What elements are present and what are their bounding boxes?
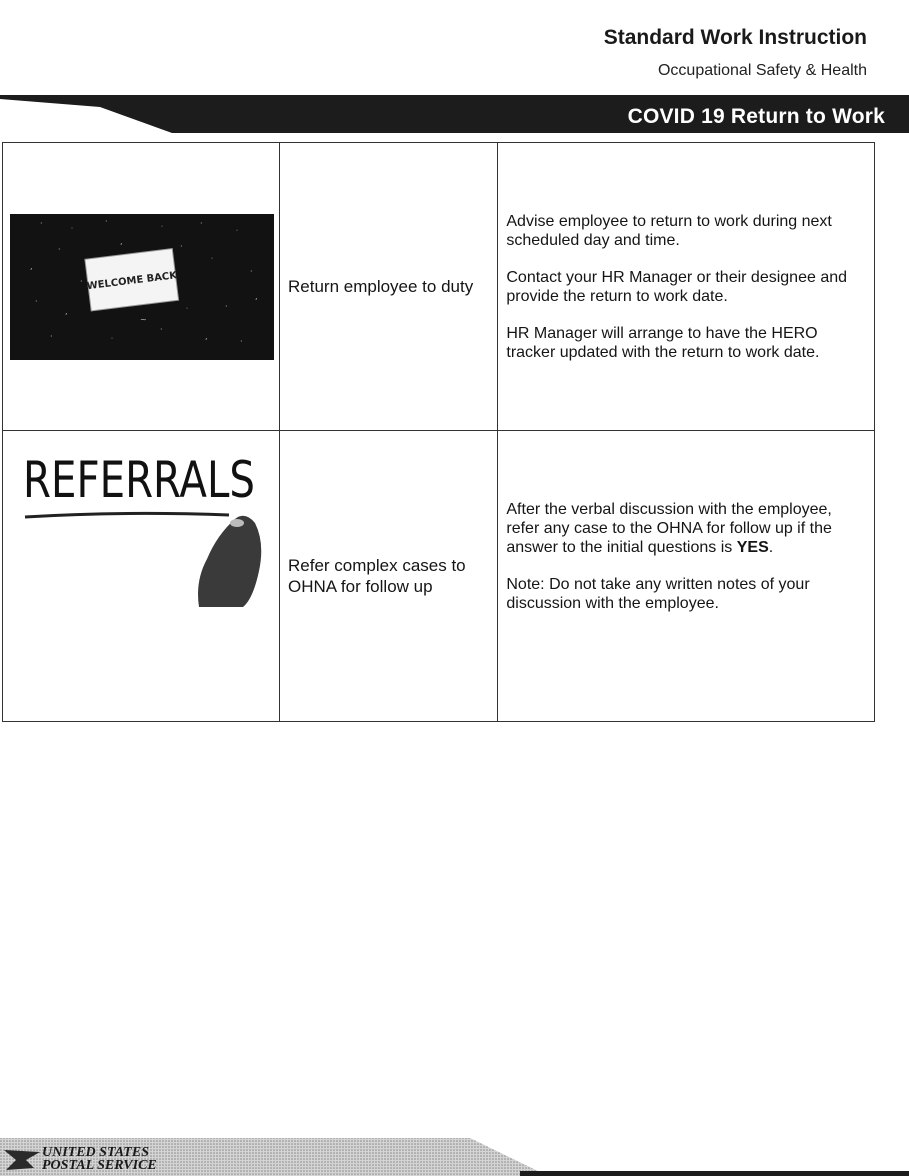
- svg-text:·: ·: [225, 301, 228, 311]
- svg-text:·: ·: [58, 244, 61, 254]
- step-refer-cases: Refer complex cases to OHNA for follow up: [288, 556, 466, 596]
- usps-eagle-icon: [4, 1146, 40, 1172]
- doc-subtitle: Occupational Safety & Health: [657, 62, 867, 79]
- usps-logo-line2: POSTAL SERVICE: [42, 1158, 157, 1173]
- detail-return-to-duty: [498, 212, 874, 362]
- svg-text:·: ·: [80, 276, 83, 286]
- detail-paragraph: HR Manager will arrange to have the HERO tracker updated with the return to work date.: [506, 324, 820, 361]
- welcome-back-image: [10, 214, 274, 360]
- svg-text:˙: ˙: [185, 306, 189, 316]
- svg-text:,: ,: [30, 261, 33, 271]
- hand-icon: [198, 516, 261, 607]
- svg-text:˙: ˙: [210, 256, 214, 266]
- step-cell: [280, 143, 498, 431]
- referrals-caption: REFERRALS: [23, 451, 255, 509]
- svg-text:,: ,: [65, 306, 68, 316]
- note-paragraph: Note: Do not take any written notes of your discussion with the employee.: [506, 575, 810, 612]
- detail-refer-cases: [498, 500, 874, 613]
- svg-text:˙: ˙: [70, 226, 74, 236]
- step-cell: [280, 431, 498, 722]
- svg-text:,: ,: [255, 291, 258, 301]
- table-row: [3, 431, 875, 722]
- referrals-image: [3, 431, 279, 611]
- referrals-image-cell: [3, 431, 280, 722]
- svg-text:·: ·: [40, 218, 43, 228]
- detail-paragraph: Advise employee to return to work during next scheduled day and time.: [506, 212, 832, 249]
- detail-text: After the verbal discussion with the employee, refer any case to the OHNA for follow up if the answer to the initial questions is: [506, 500, 832, 556]
- svg-text:·: ·: [35, 296, 38, 306]
- svg-text:·: ·: [105, 216, 108, 226]
- welcome-back-caption: WELCOME BACK: [86, 269, 178, 292]
- svg-text:·: ·: [240, 336, 243, 346]
- detail-cell: [498, 431, 875, 722]
- svg-text:,: ,: [205, 331, 208, 341]
- detail-paragraph: [498, 500, 874, 557]
- svg-text:˙: ˙: [235, 228, 239, 238]
- detail-cell: [498, 143, 875, 431]
- svg-text:˙: ˙: [110, 336, 114, 346]
- svg-text:·: ·: [50, 331, 53, 341]
- svg-text:·: ·: [160, 324, 163, 334]
- usps-logo-line1: UNITED STATES: [42, 1145, 149, 1160]
- svg-text:,: ,: [120, 236, 123, 246]
- usps-logo: [42, 1146, 157, 1172]
- svg-text:·: ·: [250, 266, 253, 276]
- step-return-to-duty: Return employee to duty: [288, 277, 474, 296]
- instruction-table: [2, 142, 875, 722]
- svg-text:·: ·: [200, 218, 203, 228]
- svg-text:·: ·: [180, 241, 183, 251]
- welcome-image-cell: [3, 143, 280, 431]
- yes-emphasis: YES: [736, 538, 769, 556]
- svg-text:~: ~: [140, 314, 147, 324]
- banner-title: COVID 19 Return to Work: [627, 105, 885, 128]
- detail-text: .: [768, 538, 774, 556]
- table-row: [3, 143, 875, 431]
- doc-title: Standard Work Instruction: [603, 26, 867, 49]
- svg-text:˙: ˙: [160, 224, 164, 234]
- detail-paragraph: Contact your HR Manager or their designee and provide the return to work date.: [506, 268, 848, 305]
- section-banner: [0, 95, 909, 133]
